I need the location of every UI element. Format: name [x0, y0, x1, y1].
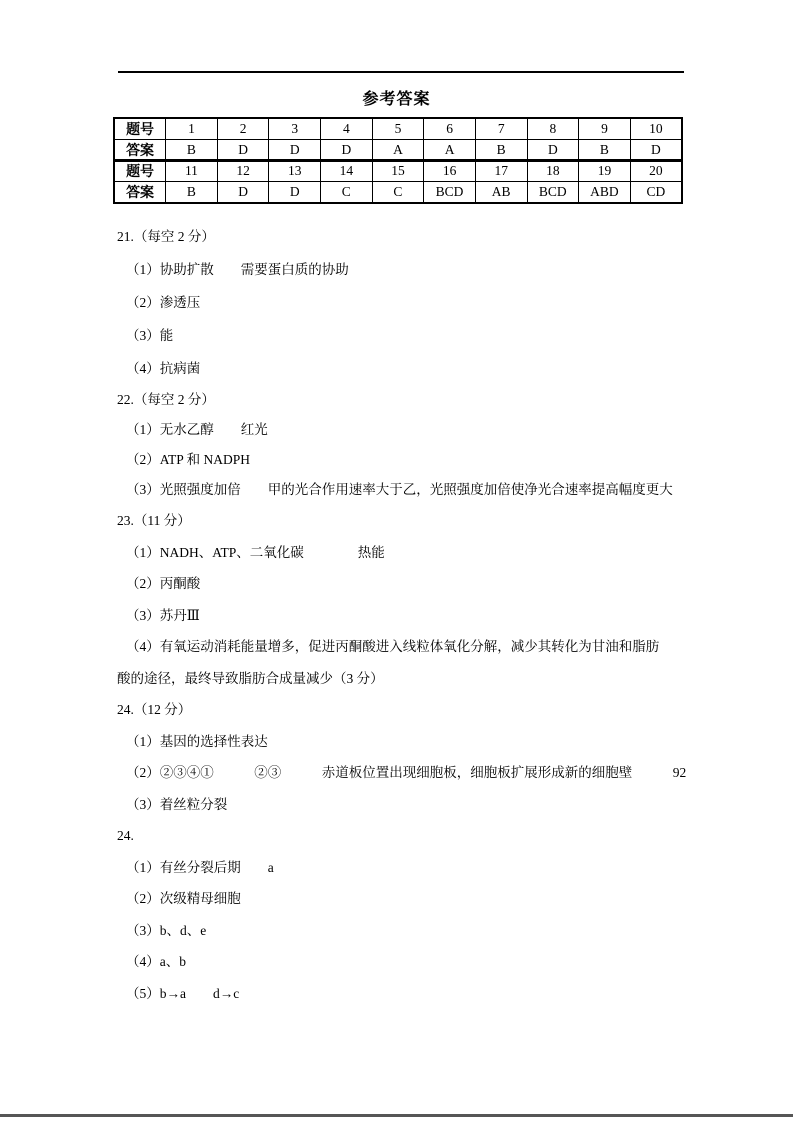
answer-line: （2）丙酮酸 [126, 576, 201, 591]
answer-line: （2）次级精母细胞 [126, 891, 241, 906]
table-cell: D [527, 140, 579, 162]
table-cell: 18 [527, 160, 579, 182]
table-cell: 19 [579, 160, 631, 182]
table-cell: 14 [321, 160, 373, 182]
table-cell: 7 [475, 118, 527, 140]
question-heading: 24.（12 分） [117, 702, 192, 717]
question-heading: 21.（每空 2 分） [117, 229, 215, 244]
answer-table-block2 [113, 159, 683, 204]
answer-line: （1）协助扩散 需要蛋白质的协助 [126, 262, 349, 277]
answer-table-block1 [113, 117, 683, 162]
answer-line: （3）光照强度加倍 甲的光合作用速率大于乙，光照强度加倍使净光合速率提高幅度更大 [126, 482, 673, 497]
table-cell: C [372, 182, 424, 204]
question-heading: 23.（11 分） [117, 513, 191, 528]
page-bottom-edge [0, 1114, 793, 1117]
question-heading: 22.（每空 2 分） [117, 392, 215, 407]
answers-content [117, 220, 687, 1009]
page-title: 参考答案 [362, 91, 431, 108]
table-cell: 8 [527, 118, 579, 140]
answer-row [114, 140, 682, 162]
question-number-row [114, 160, 682, 182]
row-header: 题号 [114, 118, 166, 140]
answer-line: （1）有丝分裂后期 a [126, 859, 274, 875]
question-heading: 24. [117, 828, 134, 843]
answer-line: （3）b、d、e [126, 922, 207, 938]
table-cell: 15 [372, 160, 424, 182]
table-cell: 9 [579, 118, 631, 140]
section-question-24-second [117, 820, 687, 1009]
table-cell: C [321, 182, 373, 204]
answer-line: （4）a、b [126, 954, 186, 969]
table-cell: D [217, 140, 269, 162]
table-cell: D [321, 140, 373, 162]
answer-row [114, 182, 682, 204]
answer-line: （5）b→a d→c [126, 985, 240, 1001]
answer-line: （2）②③④① ②③ 赤道板位置出现细胞板，细胞板扩展形成新的细胞壁 92 [126, 765, 687, 780]
table-cell: 1 [166, 118, 218, 140]
table-cell: 2 [217, 118, 269, 140]
table-cell: 17 [475, 160, 527, 182]
answer-line: （3）苏丹Ⅲ [126, 607, 200, 623]
table-cell: 11 [166, 160, 218, 182]
table-cell: 13 [269, 160, 321, 182]
answer-line: （2）渗透压 [126, 295, 201, 310]
table-cell: 20 [630, 160, 682, 182]
table-cell: AB [475, 182, 527, 204]
table-cell: B [475, 140, 527, 162]
table-cell: D [269, 140, 321, 162]
table-cell: 6 [424, 118, 476, 140]
table-cell: CD [630, 182, 682, 204]
table-cell: B [579, 140, 631, 162]
table-cell: 5 [372, 118, 424, 140]
table-cell: A [424, 140, 476, 162]
answer-line: （1）NADH、ATP、二氧化碳 热能 [126, 544, 385, 560]
table-cell: B [166, 140, 218, 162]
answer-line: （3）能 [126, 328, 174, 343]
table-cell: 4 [321, 118, 373, 140]
answer-line: （1）无水乙醇 红光 [126, 422, 268, 437]
section-question-23 [117, 505, 687, 694]
header-rule [118, 71, 684, 73]
table-cell: 12 [217, 160, 269, 182]
table-cell: ABD [579, 182, 631, 204]
answer-line: （4）有氧运动消耗能量增多，促进丙酮酸进入线粒体氧化分解，减少其转化为甘油和脂肪 [126, 639, 660, 654]
section-question-24 [117, 694, 687, 820]
row-header: 题号 [114, 160, 166, 182]
table-cell: D [269, 182, 321, 204]
table-cell: D [217, 182, 269, 204]
table-cell: 16 [424, 160, 476, 182]
row-header: 答案 [114, 140, 166, 162]
table-cell: 3 [269, 118, 321, 140]
answer-line-continuation: 酸的途径，最终导致脂肪合成量减少（3 分） [117, 670, 384, 686]
table-cell: BCD [424, 182, 476, 204]
answer-line: （3）着丝粒分裂 [126, 796, 228, 812]
table-cell: BCD [527, 182, 579, 204]
table-cell: A [372, 140, 424, 162]
answer-line: （2）ATP 和 NADPH [126, 452, 251, 467]
table-cell: B [166, 182, 218, 204]
table-cell: 10 [630, 118, 682, 140]
answer-line: （4）抗病菌 [126, 361, 201, 376]
table-cell: D [630, 140, 682, 162]
row-header: 答案 [114, 182, 166, 204]
section-question-22 [117, 385, 687, 505]
answer-line: （1）基因的选择性表达 [126, 733, 268, 749]
question-number-row [114, 118, 682, 140]
section-question-21 [117, 220, 687, 385]
